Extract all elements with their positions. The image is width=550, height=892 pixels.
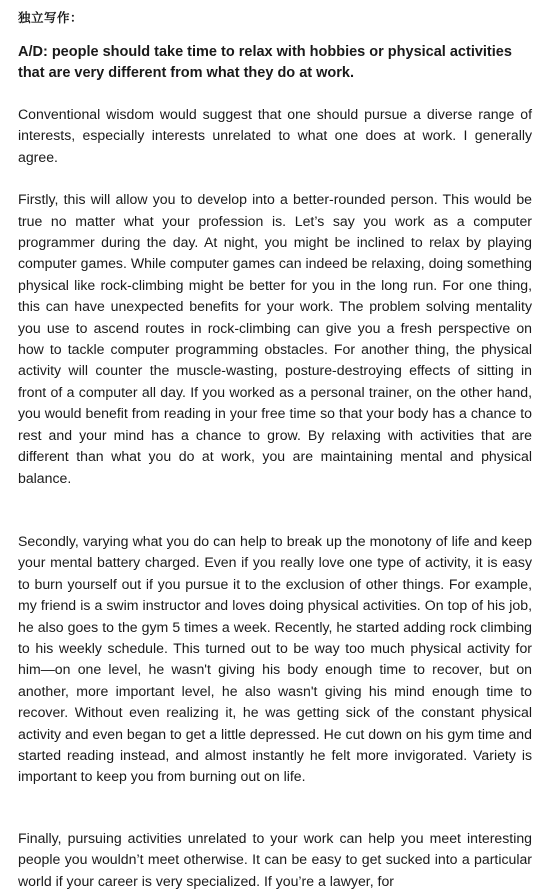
paragraph-secondly: Secondly, varying what you do can help to break up the monotony of life and keep your mental battery charged. Even if you really love one type of activity, it is easy to burn yourself out if you pursue it to the exclusion of other things. For example, my friend is a swim instructor and loves doing physical activities. On top of his job, he also goes to the gym 5 times a week. Recently, he started adding rock climbing to his weekly schedule. This turned out to be way too much physical activity for him—on one level, he wasn't giving his body enough time to recover, but on another, more important level, he also wasn't giving his mind enough time to recover. Without even realizing it, he was getting sick of the constant physical activity and even began to get a little depressed. He cut down on his gym time and started reading instead, and almost instantly he felt more invigorated. Variety is important to keep you from burning out on life. (18, 532, 532, 785)
paragraph-intro: Conventional wisdom would suggest that one should pursue a diverse range of interests, especially interests unrelated to what one does at work. I generally agree. (18, 106, 532, 165)
section-heading: 独立写作： (18, 10, 84, 25)
paragraph-finally: Finally, pursuing activities unrelated to your work can help you meet interesting people you wouldn’t meet otherwise. It can be easy to get sucked into a particular world if your career is very specialized. If you’re a lawyer, for (18, 829, 532, 889)
paragraph-firstly: Firstly, this will allow you to develop into a better-rounded person. This would be true no matter what your profession is. Let’s say you work as a computer programmer during the day. At night, you might be inclined to relax by playing computer games. While computer games can indeed be relaxing, doing something physical like rock-climbing might be better for you in the long run. For one thing, this can have unexpected benefits for your work. The problem solving mentality you use to ascend routes in rock-climbing can give you a fresh perspective on how to tackle computer programming obstacles. For another thing, the physical activity will counter the muscle-wasting, posture-destroying effects of sitting in front of a computer all day. If you worked as a personal trainer, on the other hand, you would benefit from reading in your free time so that your body has a chance to rest and your mind has a chance to grow. By relaxing with activities that are different than what you do at work, you are maintaining mental and physical balance. (18, 191, 532, 486)
essay-prompt: A/D: people should take time to relax with hobbies or physical activities that are very different from what they do at work. (18, 44, 512, 81)
